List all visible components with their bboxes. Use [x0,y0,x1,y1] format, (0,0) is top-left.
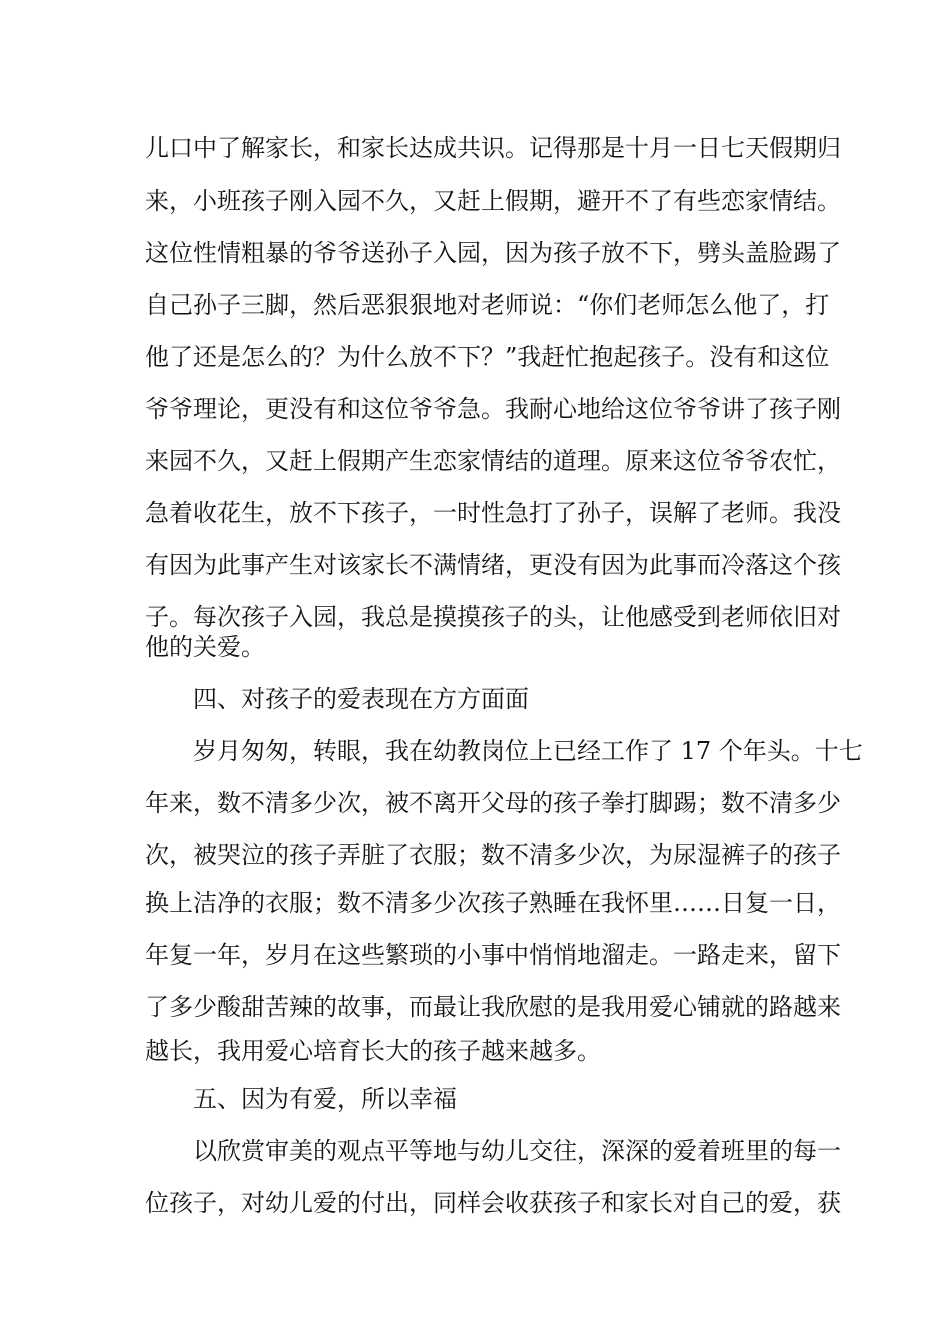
paragraph-line: 有因为此事产生对该家长不满情绪，更没有因为此事而冷落这个孩 [145,551,841,579]
paragraph-line: 岁月匆匆，转眼，我在幼教岗位上已经工作了 17 个年头。十七 [193,737,863,765]
section-heading: 四、对孩子的爱表现在方方面面 [193,685,529,713]
paragraph-line: 以欣赏审美的观点平等地与幼儿交往，深深的爱着班里的每一 [193,1137,841,1165]
paragraph-line: 年复一年，岁月在这些繁琐的小事中悄悄地溜走。一路走来，留下 [145,941,841,969]
paragraph-line: 自己孙子三脚，然后恶狠狠地对老师说：“你们老师怎么他了，打 [145,291,830,319]
paragraph-line: 他的关爱。 [145,633,265,661]
paragraph-line: 他了还是怎么的？为什么放不下？”我赶忙抱起孩子。没有和这位 [145,343,830,371]
paragraph-line: 位孩子，对幼儿爱的付出，同样会收获孩子和家长对自己的爱，获 [145,1189,841,1217]
paragraph-line: 了多少酸甜苦辣的故事，而最让我欣慰的是我用爱心铺就的路越来 [145,993,841,1021]
section-heading: 五、因为有爱，所以幸福 [193,1085,457,1113]
paragraph-line: 换上洁净的衣服；数不清多少次孩子熟睡在我怀里……日复一日， [145,889,841,917]
paragraph-line: 来，小班孩子刚入园不久，又赶上假期，避开不了有些恋家情结。 [145,187,841,215]
paragraph-line: 来园不久，又赶上假期产生恋家情结的道理。原来这位爷爷农忙， [145,447,841,475]
paragraph-line: 越长，我用爱心培育长大的孩子越来越多。 [145,1037,601,1065]
paragraph-line: 年来，数不清多少次，被不离开父母的孩子拳打脚踢；数不清多少 [145,789,841,817]
paragraph-line: 爷爷理论，更没有和这位爷爷急。我耐心地给这位爷爷讲了孩子刚 [145,395,841,423]
paragraph-line: 这位性情粗暴的爷爷送孙子入园，因为孩子放不下，劈头盖脸踢了 [145,239,841,267]
paragraph-line: 次，被哭泣的孩子弄脏了衣服；数不清多少次，为尿湿裤子的孩子 [145,841,841,869]
paragraph-line: 儿口中了解家长，和家长达成共识。记得那是十月一日七天假期归 [145,134,841,162]
paragraph-line: 子。每次孩子入园，我总是摸摸孩子的头，让他感受到老师依旧对 [145,603,841,631]
paragraph-line: 急着收花生，放不下孩子，一时性急打了孙子，误解了老师。我没 [145,499,841,527]
